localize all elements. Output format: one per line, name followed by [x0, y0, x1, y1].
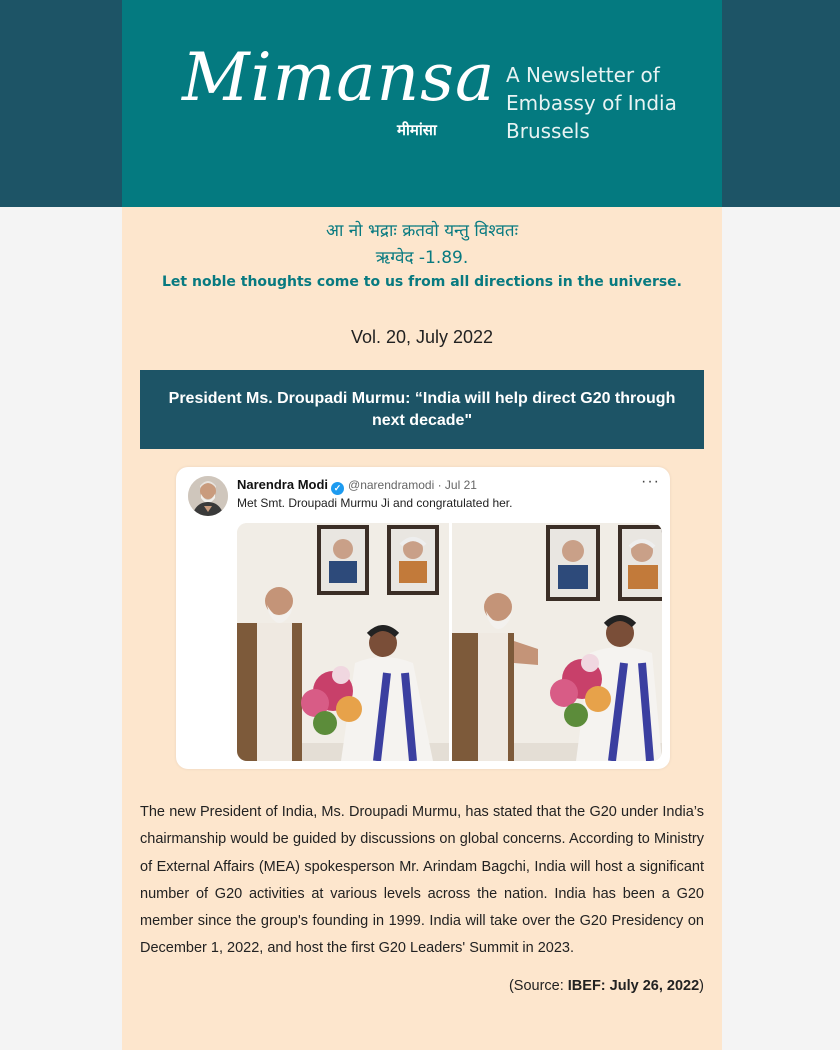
header-band-right: [722, 0, 840, 207]
verse-translation: Let noble thoughts come to us from all directions in the universe.: [162, 274, 682, 290]
logo-hindi-text: मीमांसा: [397, 121, 437, 139]
tweet-handle-date: @narendramodi · Jul 21: [348, 478, 477, 492]
source-suffix: ): [699, 978, 704, 994]
verified-badge-icon: ✓: [331, 482, 344, 495]
embedded-tweet[interactable]: [176, 467, 670, 769]
verse-reference: ऋग्वेद -1.89.: [375, 248, 469, 268]
tagline-line: Brussels: [506, 119, 590, 143]
article-source: [509, 978, 704, 994]
tagline-line: Embassy of India: [506, 91, 677, 115]
more-options-icon[interactable]: ···: [641, 473, 660, 490]
logo-script-text: Mimansa: [182, 39, 496, 116]
mimansa-logo: [182, 38, 496, 148]
article-body: The new President of India, Ms. Droupadi Murmu, has stated that the G20 under India’s chairmanship would be guided by discussions on global concerns. According to Ministry of External Affairs (MEA) spokesperson Mr. Arindam Bagchi, India will host a significant number of G20 activities at various levels across the nation. India has been a G20 member since the group's founding in 1999. India will take over the G20 Presidency on December 1, 2022, and host the first G20 Leaders' Summit in 2023.: [140, 804, 704, 957]
source-prefix: (Source:: [508, 978, 568, 994]
newsletter-header: [122, 0, 722, 207]
newsletter-tagline: [506, 61, 706, 145]
issue-volume: Vol. 20, July 2022: [350, 327, 494, 347]
newsletter-content: [122, 207, 722, 1050]
header-band-left: [0, 0, 122, 207]
tweet-author-name: Narendra Modi: [237, 477, 329, 492]
tagline-line: A Newsletter of: [506, 63, 660, 87]
tweet-photo-left[interactable]: [237, 523, 449, 761]
tweet-text: Met Smt. Droupadi Murmu Ji and congratulated her.: [237, 496, 513, 510]
tweet-avatar[interactable]: [188, 476, 228, 516]
article-headline-box: [140, 370, 704, 449]
tweet-photo-right[interactable]: [452, 523, 662, 761]
article-headline: President Ms. Droupadi Murmu: “India will help direct G20 through next decade": [168, 389, 676, 429]
tweet-author[interactable]: [237, 477, 477, 495]
source-name: IBEF: July 26, 2022: [567, 978, 700, 994]
sanskrit-verse: आ नो भद्राः क्रतवो यन्तु विश्वतः: [325, 221, 519, 241]
